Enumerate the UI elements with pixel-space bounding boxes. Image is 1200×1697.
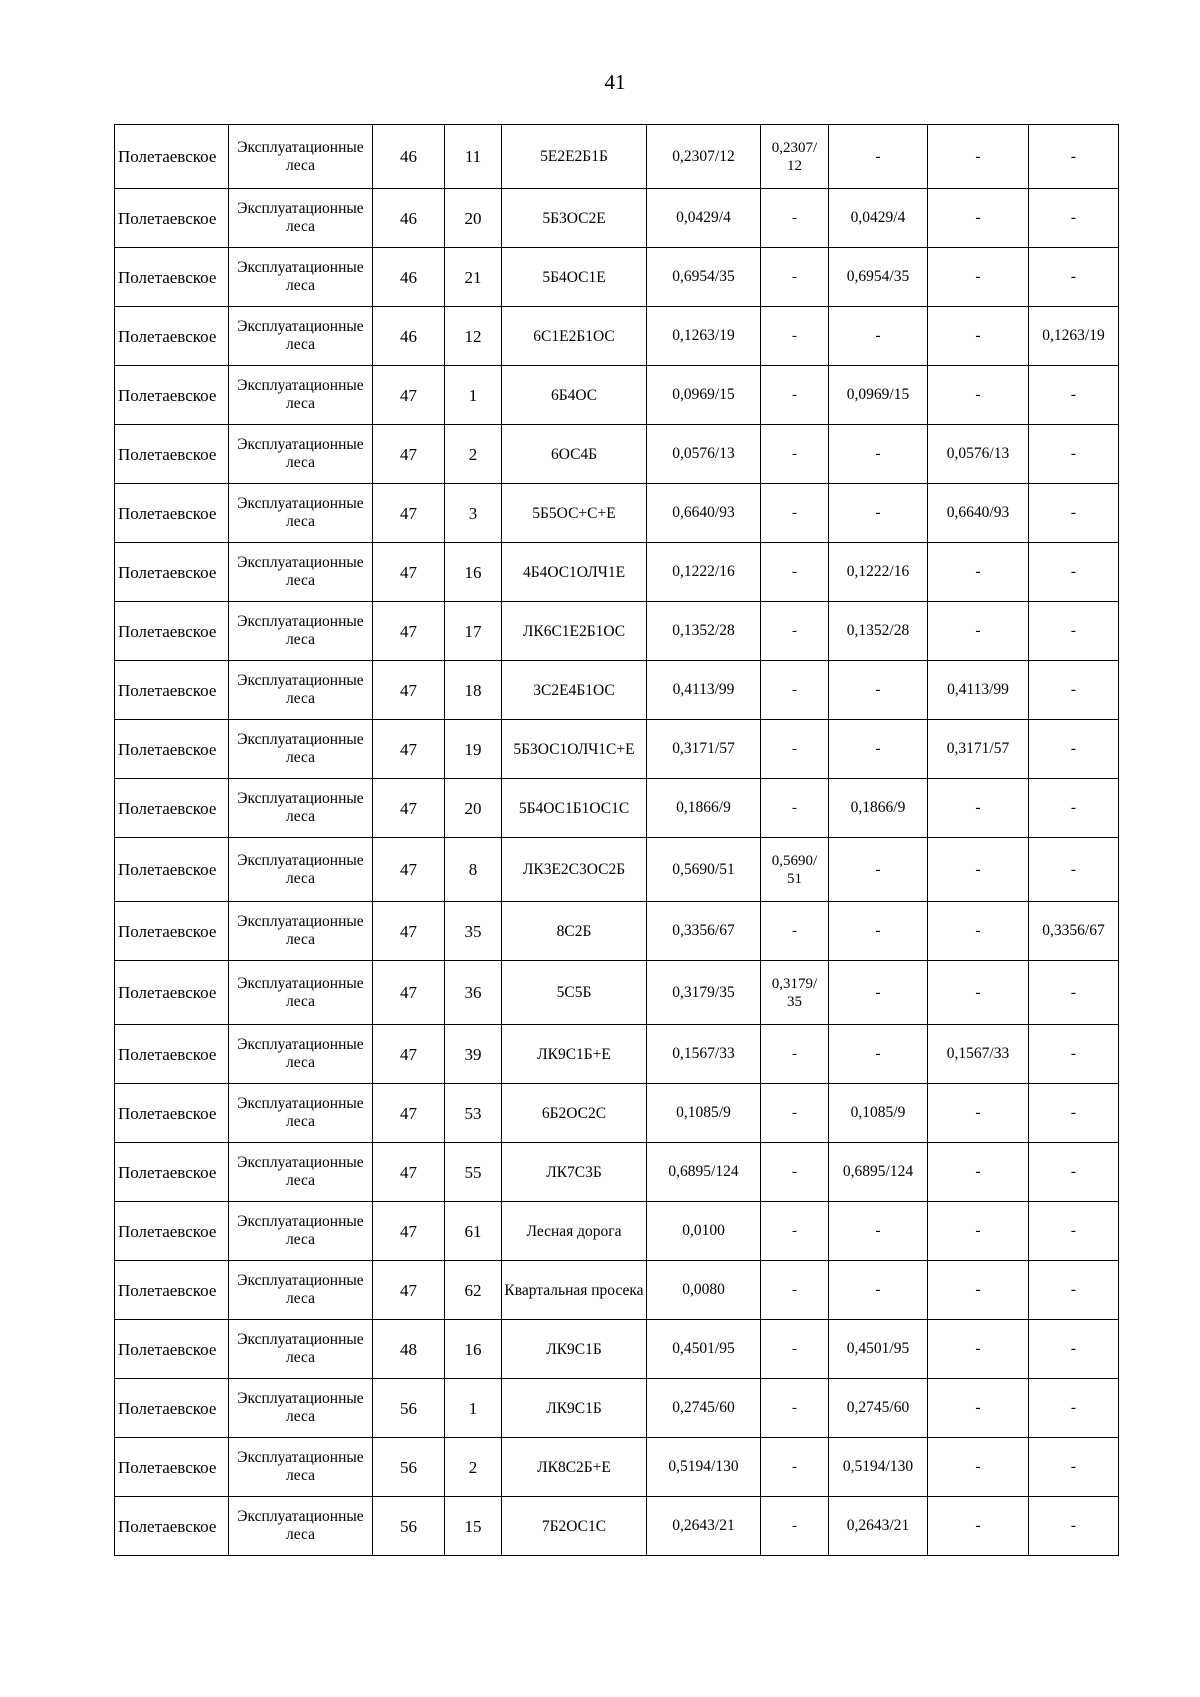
forest-category-cell: Эксплуатационные леса [229, 779, 373, 838]
quarter-cell: 47 [373, 602, 445, 661]
column-2-cell: 0,2643/21 [829, 1497, 928, 1556]
table-row [115, 484, 1119, 543]
column-2-cell: - [829, 425, 928, 484]
composition-cell: ЛК9С1Б [502, 1379, 647, 1438]
forestry-cell: Полетаевское [115, 1202, 229, 1261]
forestry-cell: Полетаевское [115, 1320, 229, 1379]
forestry-cell: Полетаевское [115, 543, 229, 602]
quarter-cell: 47 [373, 779, 445, 838]
column-1-cell: - [761, 602, 829, 661]
column-3-cell: - [928, 961, 1029, 1025]
forestry-cell: Полетаевское [115, 1084, 229, 1143]
forest-category-cell: Эксплуатационные леса [229, 661, 373, 720]
composition-cell: 4Б4ОС1ОЛЧ1Е [502, 543, 647, 602]
plot-cell: 36 [445, 961, 502, 1025]
column-2-cell: 0,6954/35 [829, 248, 928, 307]
column-1-cell: - [761, 543, 829, 602]
plot-cell: 53 [445, 1084, 502, 1143]
composition-cell: ЛК9С1Б+Е [502, 1025, 647, 1084]
forest-category-cell: Эксплуатационные леса [229, 1438, 373, 1497]
column-4-cell: - [1029, 602, 1119, 661]
composition-cell: Лесная дорога [502, 1202, 647, 1261]
table-row [115, 189, 1119, 248]
column-2-cell: - [829, 902, 928, 961]
forest-category-cell: Эксплуатационные леса [229, 961, 373, 1025]
forest-category-cell: Эксплуатационные леса [229, 1320, 373, 1379]
column-2-cell: - [829, 1025, 928, 1084]
forest-category-cell: Эксплуатационные леса [229, 720, 373, 779]
forest-category-cell: Эксплуатационные леса [229, 1497, 373, 1556]
column-4-cell: - [1029, 1261, 1119, 1320]
composition-cell: 8С2Б [502, 902, 647, 961]
forest-category-cell: Эксплуатационные леса [229, 1143, 373, 1202]
column-2-cell: 0,1352/28 [829, 602, 928, 661]
plot-cell: 61 [445, 1202, 502, 1261]
column-1-cell: - [761, 1143, 829, 1202]
forest-category-cell: Эксплуатационные леса [229, 189, 373, 248]
quarter-cell: 47 [373, 720, 445, 779]
plot-cell: 1 [445, 1379, 502, 1438]
column-4-cell: - [1029, 720, 1119, 779]
quarter-cell: 47 [373, 1143, 445, 1202]
total-area-cell: 0,3356/67 [647, 902, 761, 961]
forestry-cell: Полетаевское [115, 1379, 229, 1438]
table-row [115, 720, 1119, 779]
column-4-cell: - [1029, 189, 1119, 248]
plot-cell: 16 [445, 543, 502, 602]
column-3-cell: - [928, 1261, 1029, 1320]
column-1-cell: - [761, 1438, 829, 1497]
column-2-cell: - [829, 661, 928, 720]
column-1-cell: - [761, 307, 829, 366]
quarter-cell: 47 [373, 838, 445, 902]
column-4-cell: 0,1263/19 [1029, 307, 1119, 366]
composition-cell: 5Б3ОС2Е [502, 189, 647, 248]
column-2-cell: 0,1222/16 [829, 543, 928, 602]
forest-category-cell: Эксплуатационные леса [229, 1379, 373, 1438]
composition-cell: 6Б2ОС2С [502, 1084, 647, 1143]
forestry-cell: Полетаевское [115, 248, 229, 307]
composition-cell: ЛК3Е2С3ОС2Б [502, 838, 647, 902]
column-3-cell: - [928, 1320, 1029, 1379]
quarter-cell: 47 [373, 1025, 445, 1084]
column-2-cell: 0,4501/95 [829, 1320, 928, 1379]
quarter-cell: 47 [373, 661, 445, 720]
quarter-cell: 46 [373, 189, 445, 248]
total-area-cell: 0,2643/21 [647, 1497, 761, 1556]
column-1-cell: - [761, 1379, 829, 1438]
plot-cell: 16 [445, 1320, 502, 1379]
table-row [115, 661, 1119, 720]
column-1-cell: - [761, 189, 829, 248]
total-area-cell: 0,5194/130 [647, 1438, 761, 1497]
quarter-cell: 47 [373, 961, 445, 1025]
forest-category-cell: Эксплуатационные леса [229, 838, 373, 902]
forest-category-cell: Эксплуатационные леса [229, 902, 373, 961]
plot-cell: 2 [445, 425, 502, 484]
column-3-cell: - [928, 248, 1029, 307]
column-3-cell: - [928, 1379, 1029, 1438]
total-area-cell: 0,2307/12 [647, 125, 761, 189]
column-3-cell: - [928, 1084, 1029, 1143]
column-4-cell: - [1029, 1025, 1119, 1084]
plot-cell: 19 [445, 720, 502, 779]
column-1-cell: - [761, 902, 829, 961]
total-area-cell: 0,4113/99 [647, 661, 761, 720]
quarter-cell: 48 [373, 1320, 445, 1379]
column-2-cell: - [829, 720, 928, 779]
column-4-cell: - [1029, 1143, 1119, 1202]
composition-cell: ЛК7С3Б [502, 1143, 647, 1202]
forestry-cell: Полетаевское [115, 779, 229, 838]
column-1-cell: - [761, 1261, 829, 1320]
column-3-cell: - [928, 366, 1029, 425]
forest-category-cell: Эксплуатационные леса [229, 543, 373, 602]
table-row [115, 1379, 1119, 1438]
forest-plots-table [114, 124, 1119, 1556]
composition-cell: Квартальная просека [502, 1261, 647, 1320]
table-row [115, 425, 1119, 484]
column-1-cell: - [761, 425, 829, 484]
total-area-cell: 0,5690/51 [647, 838, 761, 902]
column-4-cell: - [1029, 1320, 1119, 1379]
forest-category-cell: Эксплуатационные леса [229, 1261, 373, 1320]
column-1-cell: 0,3179/ 35 [761, 961, 829, 1025]
table-row [115, 1438, 1119, 1497]
column-1-cell: - [761, 366, 829, 425]
column-1-cell: 0,5690/ 51 [761, 838, 829, 902]
column-3-cell: - [928, 189, 1029, 248]
table-row [115, 1202, 1119, 1261]
column-4-cell: - [1029, 366, 1119, 425]
quarter-cell: 47 [373, 366, 445, 425]
forest-category-cell: Эксплуатационные леса [229, 425, 373, 484]
total-area-cell: 0,1866/9 [647, 779, 761, 838]
forestry-cell: Полетаевское [115, 1497, 229, 1556]
forestry-cell: Полетаевское [115, 307, 229, 366]
total-area-cell: 0,1222/16 [647, 543, 761, 602]
composition-cell: 5Б3ОС1ОЛЧ1С+Е [502, 720, 647, 779]
composition-cell: 5С5Б [502, 961, 647, 1025]
column-3-cell: - [928, 1438, 1029, 1497]
forestry-cell: Полетаевское [115, 961, 229, 1025]
table-row [115, 961, 1119, 1025]
table-row [115, 1025, 1119, 1084]
quarter-cell: 47 [373, 484, 445, 543]
column-1-cell: - [761, 248, 829, 307]
composition-cell: 6ОС4Б [502, 425, 647, 484]
table-row [115, 779, 1119, 838]
forestry-cell: Полетаевское [115, 484, 229, 543]
column-2-cell: - [829, 307, 928, 366]
table-body [115, 125, 1119, 1556]
column-3-cell: - [928, 779, 1029, 838]
column-2-cell: - [829, 1202, 928, 1261]
quarter-cell: 56 [373, 1438, 445, 1497]
table-row [115, 1320, 1119, 1379]
column-1-cell: - [761, 720, 829, 779]
total-area-cell: 0,6640/93 [647, 484, 761, 543]
column-1-cell: - [761, 1497, 829, 1556]
column-3-cell: 0,0576/13 [928, 425, 1029, 484]
forest-category-cell: Эксплуатационные леса [229, 1202, 373, 1261]
plot-cell: 1 [445, 366, 502, 425]
column-4-cell: - [1029, 248, 1119, 307]
table-row [115, 125, 1119, 189]
total-area-cell: 0,1567/33 [647, 1025, 761, 1084]
column-2-cell: - [829, 1261, 928, 1320]
plot-cell: 39 [445, 1025, 502, 1084]
plot-cell: 8 [445, 838, 502, 902]
total-area-cell: 0,0576/13 [647, 425, 761, 484]
composition-cell: 5Б5ОС+С+Е [502, 484, 647, 543]
column-4-cell: - [1029, 125, 1119, 189]
total-area-cell: 0,1352/28 [647, 602, 761, 661]
forestry-cell: Полетаевское [115, 902, 229, 961]
plot-cell: 20 [445, 779, 502, 838]
column-4-cell: 0,3356/67 [1029, 902, 1119, 961]
quarter-cell: 47 [373, 543, 445, 602]
forest-category-cell: Эксплуатационные леса [229, 125, 373, 189]
column-3-cell: 0,4113/99 [928, 661, 1029, 720]
plot-cell: 55 [445, 1143, 502, 1202]
column-4-cell: - [1029, 1084, 1119, 1143]
forestry-cell: Полетаевское [115, 1261, 229, 1320]
forestry-cell: Полетаевское [115, 1025, 229, 1084]
quarter-cell: 46 [373, 307, 445, 366]
composition-cell: ЛК9С1Б [502, 1320, 647, 1379]
forest-category-cell: Эксплуатационные леса [229, 1084, 373, 1143]
table-row [115, 366, 1119, 425]
column-4-cell: - [1029, 484, 1119, 543]
column-1-cell: - [761, 1025, 829, 1084]
column-2-cell: 0,1085/9 [829, 1084, 928, 1143]
plot-cell: 21 [445, 248, 502, 307]
column-1-cell: - [761, 1202, 829, 1261]
composition-cell: 5Б4ОС1Б1ОС1С [502, 779, 647, 838]
forestry-cell: Полетаевское [115, 1143, 229, 1202]
quarter-cell: 47 [373, 425, 445, 484]
composition-cell: ЛК8С2Б+Е [502, 1438, 647, 1497]
plot-cell: 12 [445, 307, 502, 366]
plot-cell: 17 [445, 602, 502, 661]
page-number: 41 [604, 70, 626, 94]
total-area-cell: 0,6954/35 [647, 248, 761, 307]
plot-cell: 18 [445, 661, 502, 720]
forestry-cell: Полетаевское [115, 189, 229, 248]
forest-category-cell: Эксплуатационные леса [229, 307, 373, 366]
composition-cell: 5Б4ОС1Е [502, 248, 647, 307]
column-4-cell: - [1029, 779, 1119, 838]
plot-cell: 15 [445, 1497, 502, 1556]
column-1-cell: 0,2307/ 12 [761, 125, 829, 189]
column-1-cell: - [761, 779, 829, 838]
plot-cell: 62 [445, 1261, 502, 1320]
quarter-cell: 47 [373, 902, 445, 961]
composition-cell: ЛК6С1Е2Б1ОС [502, 602, 647, 661]
table-row [115, 307, 1119, 366]
column-1-cell: - [761, 661, 829, 720]
total-area-cell: 0,0969/15 [647, 366, 761, 425]
quarter-cell: 46 [373, 125, 445, 189]
forestry-cell: Полетаевское [115, 838, 229, 902]
column-3-cell: - [928, 602, 1029, 661]
column-3-cell: - [928, 125, 1029, 189]
forest-category-cell: Эксплуатационные леса [229, 248, 373, 307]
table-row [115, 1084, 1119, 1143]
column-3-cell: 0,3171/57 [928, 720, 1029, 779]
column-2-cell: 0,6895/124 [829, 1143, 928, 1202]
column-2-cell: - [829, 125, 928, 189]
column-3-cell: - [928, 1497, 1029, 1556]
column-4-cell: - [1029, 1202, 1119, 1261]
column-1-cell: - [761, 484, 829, 543]
composition-cell: 6С1Е2Б1ОС [502, 307, 647, 366]
table-row [115, 838, 1119, 902]
column-4-cell: - [1029, 425, 1119, 484]
total-area-cell: 0,0429/4 [647, 189, 761, 248]
column-4-cell: - [1029, 961, 1119, 1025]
forestry-cell: Полетаевское [115, 720, 229, 779]
total-area-cell: 0,1085/9 [647, 1084, 761, 1143]
forestry-cell: Полетаевское [115, 125, 229, 189]
column-4-cell: - [1029, 661, 1119, 720]
column-1-cell: - [761, 1084, 829, 1143]
table-row [115, 902, 1119, 961]
quarter-cell: 47 [373, 1261, 445, 1320]
forest-category-cell: Эксплуатационные леса [229, 484, 373, 543]
composition-cell: 3С2Е4Б1ОС [502, 661, 647, 720]
quarter-cell: 47 [373, 1202, 445, 1261]
forestry-cell: Полетаевское [115, 661, 229, 720]
plot-cell: 2 [445, 1438, 502, 1497]
total-area-cell: 0,3179/35 [647, 961, 761, 1025]
forestry-cell: Полетаевское [115, 425, 229, 484]
quarter-cell: 56 [373, 1497, 445, 1556]
plot-cell: 11 [445, 125, 502, 189]
column-3-cell: 0,1567/33 [928, 1025, 1029, 1084]
column-4-cell: - [1029, 543, 1119, 602]
column-3-cell: - [928, 838, 1029, 902]
table-row [115, 1143, 1119, 1202]
column-2-cell: - [829, 838, 928, 902]
composition-cell: 5Е2Е2Б1Б [502, 125, 647, 189]
column-1-cell: - [761, 1320, 829, 1379]
column-4-cell: - [1029, 838, 1119, 902]
column-2-cell: 0,2745/60 [829, 1379, 928, 1438]
column-3-cell: - [928, 902, 1029, 961]
forestry-cell: Полетаевское [115, 602, 229, 661]
total-area-cell: 0,4501/95 [647, 1320, 761, 1379]
forest-category-cell: Эксплуатационные леса [229, 366, 373, 425]
column-2-cell: - [829, 961, 928, 1025]
plot-cell: 35 [445, 902, 502, 961]
column-2-cell: 0,0429/4 [829, 189, 928, 248]
column-2-cell: 0,1866/9 [829, 779, 928, 838]
plot-cell: 20 [445, 189, 502, 248]
composition-cell: 6Б4ОС [502, 366, 647, 425]
column-4-cell: - [1029, 1379, 1119, 1438]
column-3-cell: - [928, 543, 1029, 602]
column-3-cell: - [928, 307, 1029, 366]
column-4-cell: - [1029, 1438, 1119, 1497]
table-row [115, 1497, 1119, 1556]
column-2-cell: - [829, 484, 928, 543]
total-area-cell: 0,2745/60 [647, 1379, 761, 1438]
column-2-cell: 0,0969/15 [829, 366, 928, 425]
quarter-cell: 56 [373, 1379, 445, 1438]
table-row [115, 1261, 1119, 1320]
total-area-cell: 0,1263/19 [647, 307, 761, 366]
total-area-cell: 0,3171/57 [647, 720, 761, 779]
quarter-cell: 46 [373, 248, 445, 307]
forest-category-cell: Эксплуатационные леса [229, 602, 373, 661]
column-2-cell: 0,5194/130 [829, 1438, 928, 1497]
total-area-cell: 0,0080 [647, 1261, 761, 1320]
column-3-cell: 0,6640/93 [928, 484, 1029, 543]
forestry-cell: Полетаевское [115, 1438, 229, 1497]
column-3-cell: - [928, 1143, 1029, 1202]
quarter-cell: 47 [373, 1084, 445, 1143]
column-4-cell: - [1029, 1497, 1119, 1556]
forest-category-cell: Эксплуатационные леса [229, 1025, 373, 1084]
forestry-cell: Полетаевское [115, 366, 229, 425]
composition-cell: 7Б2ОС1С [502, 1497, 647, 1556]
plot-cell: 3 [445, 484, 502, 543]
table-row [115, 248, 1119, 307]
table-row [115, 602, 1119, 661]
total-area-cell: 0,6895/124 [647, 1143, 761, 1202]
column-3-cell: - [928, 1202, 1029, 1261]
total-area-cell: 0,0100 [647, 1202, 761, 1261]
table-row [115, 543, 1119, 602]
